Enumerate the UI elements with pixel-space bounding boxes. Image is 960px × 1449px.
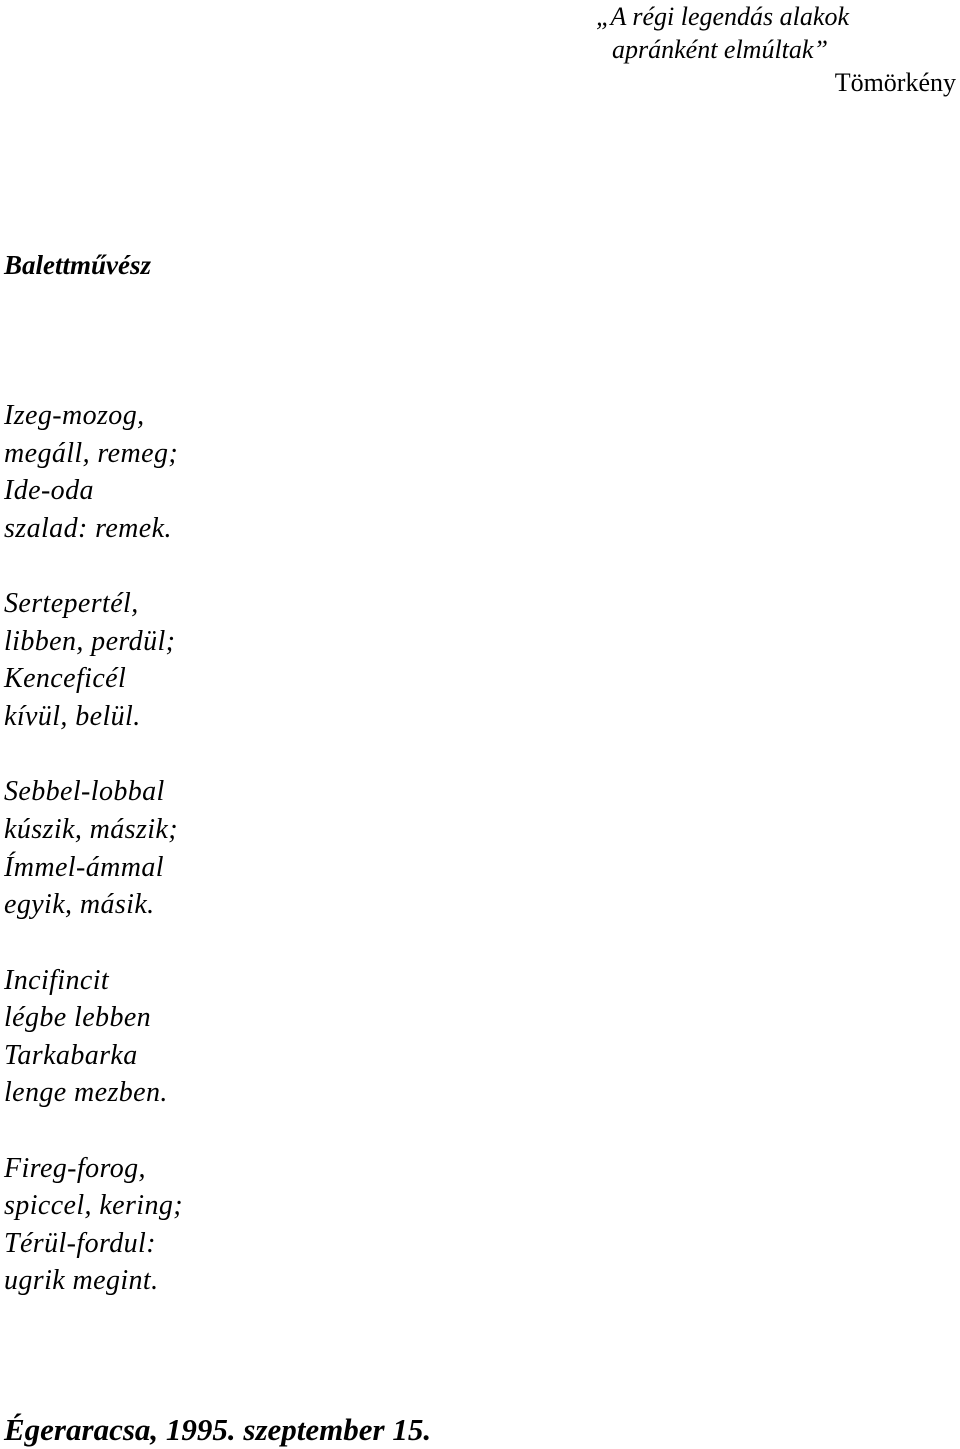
signature-place-date: Égeraracsa, 1995. szeptember 15. — [4, 1412, 432, 1447]
poem-line: Tarkabarka — [4, 1039, 138, 1071]
poem-line: Ide-oda — [4, 475, 94, 507]
poem-line: Kenceficél — [4, 663, 127, 695]
poem-line: lenge mezben. — [4, 1077, 168, 1109]
poem-line: Incifincit — [4, 964, 110, 996]
poem-title: Balettművész — [4, 250, 151, 280]
poem-line: libben, perdül; — [4, 625, 176, 657]
epigraph-line: apránként elmúltak” — [612, 35, 828, 64]
epigraph — [596, 0, 956, 99]
poem-line: Sertepertél, — [4, 588, 139, 620]
poem-line: Ímmel-ámmal — [4, 851, 164, 883]
stanza — [4, 773, 183, 923]
poem-line: Izeg-mozog, — [4, 400, 145, 431]
stanza — [4, 1150, 183, 1300]
poem-line: szalad: remek. — [4, 512, 172, 544]
poem-line: Sebbel-lobbal — [4, 776, 165, 808]
poem-line: légbe lebben — [4, 1002, 152, 1034]
poem-line: megáll, remeg; — [4, 437, 179, 469]
poem-line: egyik, másik. — [4, 889, 155, 921]
poem-line: Fireg-forog, — [4, 1152, 146, 1184]
poem-line: kúszik, mászik; — [4, 813, 178, 845]
stanza — [4, 585, 183, 735]
epigraph-author: Tömörkény — [834, 68, 956, 97]
epigraph-line: „A régi legendás alakok — [596, 2, 849, 31]
poem-line: spiccel, kering; — [4, 1190, 183, 1222]
poem-line: Térül-fordul: — [4, 1227, 156, 1259]
poem-body — [4, 397, 183, 1338]
stanza — [4, 962, 183, 1112]
stanza — [4, 397, 183, 547]
poem-line: kívül, belül. — [4, 700, 141, 732]
poem-line: ugrik megint. — [4, 1265, 159, 1297]
